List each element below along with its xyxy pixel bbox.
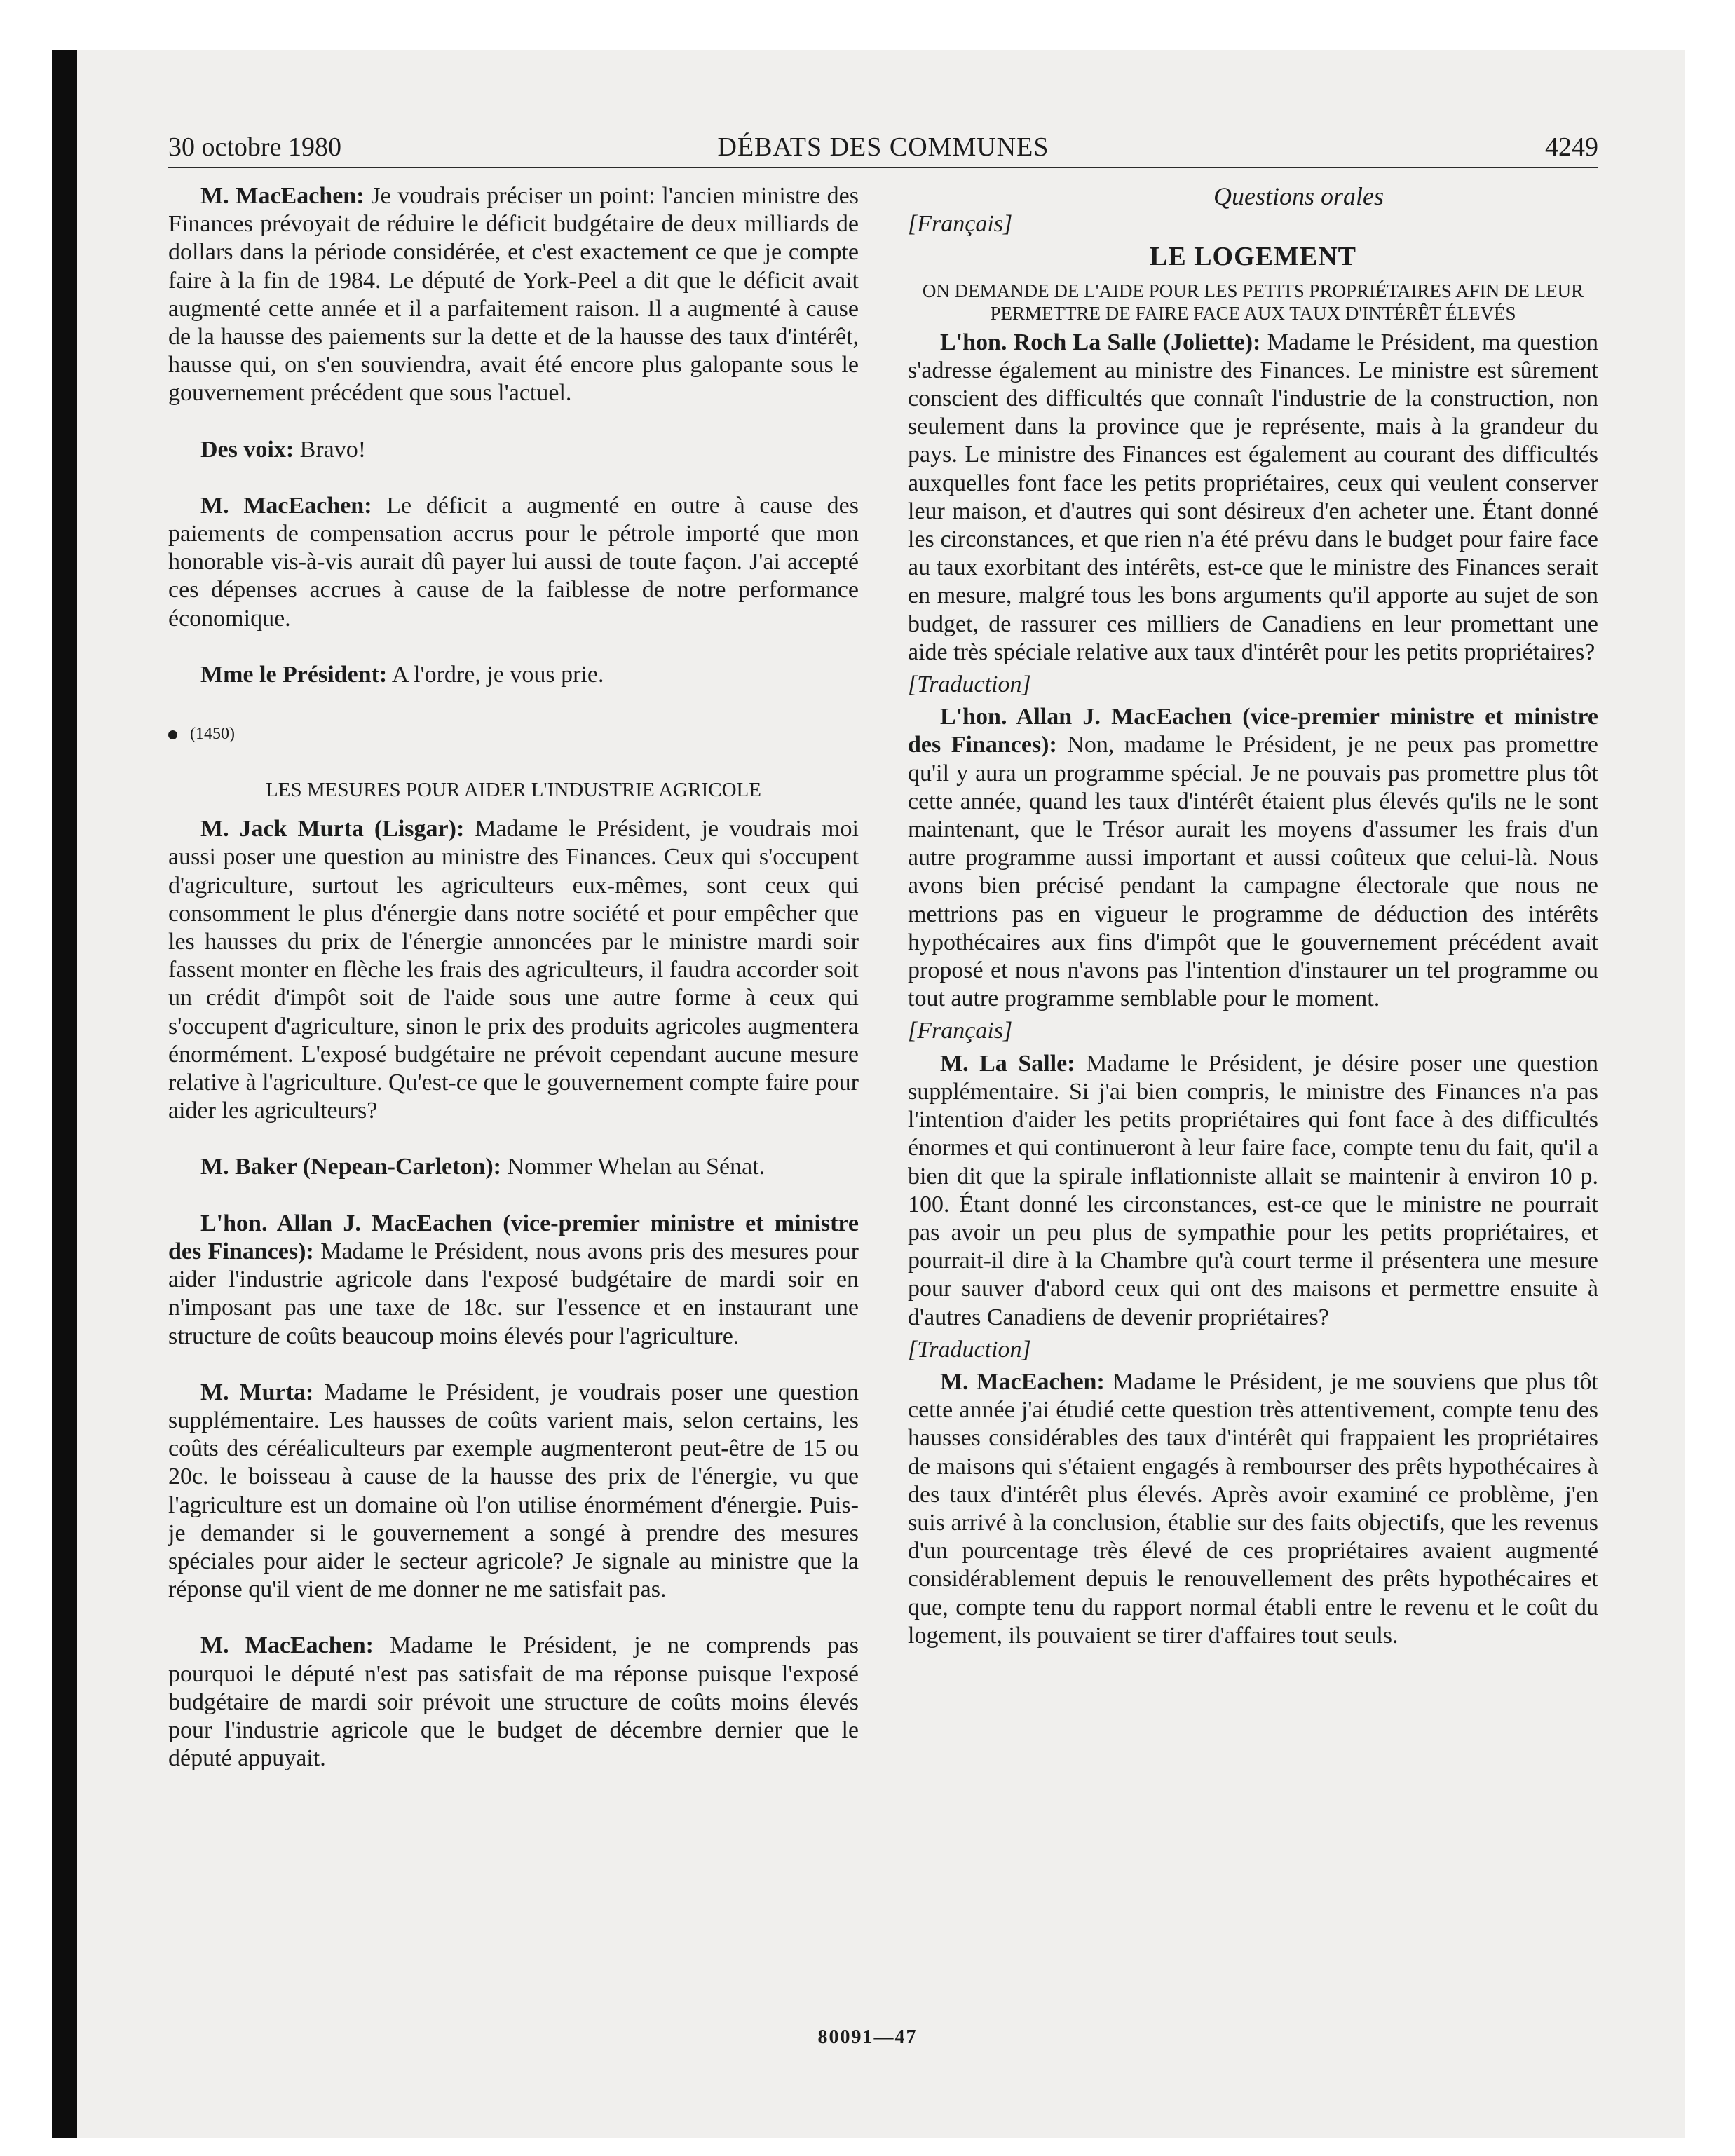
page-number: 4249 xyxy=(1545,132,1598,162)
scan-binding-edge xyxy=(52,50,77,2138)
speaker: M. MacEachen: xyxy=(200,1632,374,1659)
speech-text: Madame le Président, je désire poser une question supplémentaire. Si j'ai bien compris, le ministre des Finances n'a pas l'intention d'aider les petits propriétaires qui font face à des difficultés énormes et qui continueront à leur faire face, compte tenu du fait, qu'il a bien dit que la spirale inflationniste allait se maintenir à environ 10 p. 100. Étant donné les circonstances, est-ce que le ministre ne pourrait pas avoir un peu plus de sympathie pour les petits propriétaires, et pourrait-il dire à la Chambre qu'à court terme il présentera une mesure pour sauver d'abord ceux qui ont des maisons et permettre ensuite à d'autres Canadiens de devenir propriétaires? xyxy=(908,1050,1598,1330)
speech-text: Madame le Président, nous avons pris des mesures pour aider l'industrie agricole dans l'exposé budgétaire de mardi soir en n'imposant pas une taxe de 18c. sur l'essence et en instaurant une structure de coûts beaucoup moins élevés pour l'agriculture. xyxy=(168,1238,859,1349)
paragraph xyxy=(168,1632,859,1773)
paragraph xyxy=(908,1368,1598,1650)
header-rule xyxy=(168,167,1598,168)
header-title: DÉBATS DES COMMUNES xyxy=(717,132,1049,162)
speaker: M. Murta: xyxy=(200,1379,314,1405)
speech-text: Madame le Président, je me souviens que plus tôt cette année j'ai étudié cette question très attentivement, compte tenu des hausses considérables des taux d'intérêt qui frappaient les propriétaires de maisons qui s'étaient engagés à rembourser des prêts hypothécaires à des taux d'intérêt plus élevés. Après avoir examiné ce problème, j'en suis arrivé à la conclusion, établie sur des faits objectifs, que les revenus d'un pourcentage très élevé de ces propriétaires avaient augmenté considérablement depuis le renouvellement des prêts hypothécaires et que, compte tenu du rapport normal établi entre le revenu et le coût du logement, ils pouvaient se tirer d'affaires tout seuls. xyxy=(908,1368,1598,1649)
language-marker: [Traduction] xyxy=(908,671,1031,698)
paragraph xyxy=(908,703,1598,1013)
speech-text: Bravo! xyxy=(294,436,367,463)
speech-text: Nommer Whelan au Sénat. xyxy=(501,1154,766,1180)
paragraph xyxy=(168,815,859,1125)
language-marker: [Traduction] xyxy=(908,1336,1031,1363)
time-marker-text: (1450) xyxy=(190,725,235,744)
speaker: L'hon. Roch La Salle (Joliette): xyxy=(940,329,1261,355)
paragraph xyxy=(168,1153,859,1181)
language-marker: [Français] xyxy=(908,1018,1013,1044)
language-marker: [Français] xyxy=(908,211,1013,238)
section-subheading: ON DEMANDE DE L'AIDE POUR LES PETITS PROPRIÉTAIRES AFIN DE LEUR PERMETTRE DE FAIRE FACE AUX TAUX D'INTÉRÊT ÉLEVÉS xyxy=(922,280,1584,324)
page-header xyxy=(168,132,1598,168)
speaker: Des voix: xyxy=(200,436,294,463)
paragraph xyxy=(908,329,1598,667)
paragraph xyxy=(168,492,859,633)
speech-text: A l'ordre, je vous prie. xyxy=(387,661,604,688)
footer-code: 80091—47 xyxy=(817,2026,918,2048)
section-title: Questions orales xyxy=(1213,182,1384,210)
speaker: L'hon. Allan J. MacEachen (vice-premier ministre et ministre des Finances): xyxy=(168,1210,859,1264)
bullet-dot-icon xyxy=(168,730,177,739)
speaker: M. MacEachen: xyxy=(200,183,365,209)
main-heading: LE LOGEMENT xyxy=(1150,242,1356,272)
left-column xyxy=(168,182,859,1773)
paragraph xyxy=(908,1050,1598,1332)
speaker: M. MacEachen: xyxy=(940,1368,1105,1395)
speech-text: Madame le Président, je ne comprends pas pourquoi le député n'est pas satisfait de ma réponse puisque l'exposé budgétaire de mardi soir prévoit une structure de coûts moins élevés pour l'industrie agricole que le budget de décembre dernier que le député appuyait. xyxy=(168,1632,859,1772)
right-column xyxy=(908,182,1598,1650)
speaker: M. MacEachen: xyxy=(200,492,372,519)
speech-text: Madame le Président, je voudrais moi aussi poser une question au ministre des Finances. Ceux qui s'occupent d'agriculture, surtout les agriculteurs eux-mêmes, sont ceux qui consomment le plus d'énergie dans notre société et pour empêcher que les hausses du prix de l'énergie annoncées par le ministre mardi soir fassent monter en flèche les frais des agriculteurs, il faudra accorder soit un crédit d'impôt soit de l'aide sous une autre forme à ceux qui s'occupent d'agriculture, sinon le prix des produits agricoles augmentera énormément. L'exposé budgétaire ne prévoit cependant aucune mesure relative à l'agriculture. Qu'est-ce que le gouvernement compte faire pour aider les agriculteurs? xyxy=(168,816,859,1124)
speaker: Mme le Président: xyxy=(200,661,388,688)
speaker: L'hon. Allan J. MacEachen (vice-premier ministre et ministre des Finances): xyxy=(908,704,1598,758)
paragraph xyxy=(168,436,859,464)
speaker: M. Baker (Nepean-Carleton): xyxy=(200,1154,502,1180)
paragraph xyxy=(168,182,859,408)
speech-text: Madame le Président, je voudrais poser une question supplémentaire. Les hausses de coûts varient mais, selon certains, les coûts des céréaliculteurs par exemple augmenteront peut-être de 15 ou 20c. le boisseau à cause de la hausse des prix de l'énergie, vu que l'agriculture est un domaine où l'on utilise énormément d'énergie. Puis-je demander si le gouvernement a songé à prendre des mesures spéciales pour aider le secteur agricole? Je signale au ministre que la réponse qu'il vient de me donner ne me satisfait pas. xyxy=(168,1379,859,1603)
paragraph xyxy=(168,1379,859,1604)
speech-text: Non, madame le Président, je ne peux pas promettre qu'il y aura un programme spécial. Je ne pouvais pas promettre plus tôt cette année, quand les taux d'intérêt étaient plus élevés qu'ils ne le sont maintenant, que le Trésor aurait les moyens d'assumer les frais d'un autre programme aussi important et aussi coûteux que celui-là. Nous avons bien précisé pendant la campagne électorale que nous ne mettrions pas en vigueur le programme de déduction des intérêts hypothécaires aux fins d'impôt que le gouvernement précédent avait proposé et nous n'avons pas l'intention d'instaurer un tel programme ou tout autre programme semblable pour le moment. xyxy=(908,732,1599,1012)
speech-text: Madame le Président, ma question s'adresse également au ministre des Finances. Le ministre est sûrement conscient des difficultés que connaît l'industrie de la construction, non seulement dans la province que je représente, mais à la grandeur du pays. Le ministre des Finances est également au courant des difficultés auxquelles font face les petits propriétaires, ceux qui veulent conserver leur maison, et d'autres qui sont désireux d'en acheter une. Étant donné les circonstances, et que rien n'a été prévu dans le budget pour faire face au taux exorbitant des intérêts, est-ce que le ministre des Finances serait en mesure, malgré tous les bons arguments qu'il apporte au sujet de son budget, de rassurer ces milliers de Canadiens en leur promettant une aide très spéciale relative aux taux d'intérêt pour les petits propriétaires? xyxy=(908,329,1598,665)
header-date: 30 octobre 1980 xyxy=(168,132,341,162)
speech-text: Le déficit a augmenté en outre à cause des paiements de compensation accrus pour le pétrole importé que mon honorable vis-à-vis aurait dû payer lui aussi de toute façon. J'ai accepté ces dépenses accrues à cause de la faiblesse de notre performance économique. xyxy=(168,492,859,632)
section-subheading: LES MESURES POUR AIDER L'INDUSTRIE AGRICOLE xyxy=(266,779,761,802)
speech-text: Je voudrais préciser un point: l'ancien ministre des Finances prévoyait de réduire le déficit budgétaire de deux milliards de dollars dans la période considérée, et c'est exactement ce que je compte faire à la fin de 1984. Le député de York-Peel a dit que le déficit avait augmenté cette année et il a parfaitement raison. Il a augmenté à cause de la hausse des paiements sur la dette et de la hausse des taux d'intérêt, hausse qui, on s'en souviendra, avait été encore plus galopante sous le gouvernement précédent que sous l'actuel. xyxy=(168,183,859,407)
speaker: M. La Salle: xyxy=(940,1050,1075,1077)
paragraph xyxy=(168,661,859,689)
speaker: M. Jack Murta (Lisgar): xyxy=(200,816,465,842)
paragraph xyxy=(168,1210,859,1351)
time-marker xyxy=(168,720,859,748)
